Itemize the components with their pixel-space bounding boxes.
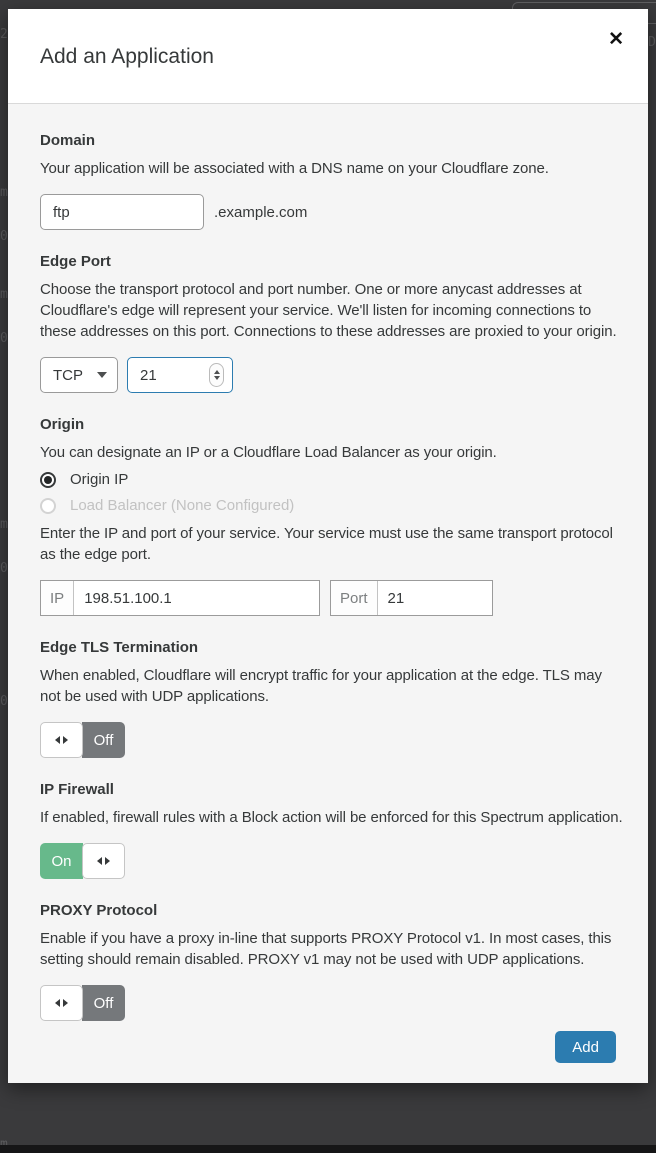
toggle-arrows-icon — [55, 999, 68, 1007]
toggle-knob — [40, 722, 83, 758]
radio-load-balancer-label: Load Balancer (None Configured) — [70, 497, 295, 514]
edge-tls-section — [40, 639, 624, 758]
toggle-state-label: Off — [82, 985, 125, 1021]
zone-suffix-label: .example.com — [214, 203, 308, 221]
background-text-fragment: 2 — [0, 27, 8, 42]
ip-firewall-section — [40, 781, 624, 879]
protocol-select[interactable] — [40, 357, 118, 393]
edge-port-section — [40, 253, 624, 393]
origin-label: Origin — [40, 416, 85, 433]
edge-tls-label: Edge TLS Termination — [40, 639, 199, 656]
toggle-knob — [82, 843, 125, 879]
ip-firewall-label: IP Firewall — [40, 781, 114, 798]
background-text-fragment: m — [0, 287, 8, 302]
edge-port-description: Choose the transport protocol and port number. One or more anycast addresses at Cloudflare's edge will represent your service. We'll listen for incoming connections to these addresses on this port. Connections to these addresses are proxied to your origin. — [40, 281, 617, 340]
background-bottom-strip — [0, 1145, 656, 1153]
background-text-fragment: 0 — [0, 331, 8, 346]
modal-footer — [40, 1031, 624, 1063]
origin-section — [40, 416, 624, 616]
ip-firewall-description: If enabled, firewall rules with a Block action will be enforced for this Spectrum application. — [40, 809, 623, 826]
background-text-fragment: m — [0, 185, 8, 200]
origin-port-input[interactable] — [378, 581, 492, 615]
radio-origin-ip-label: Origin IP — [70, 471, 129, 488]
number-stepper-icon[interactable] — [209, 363, 224, 387]
chevron-down-icon — [97, 372, 107, 378]
add-button[interactable]: Add — [555, 1031, 616, 1063]
background-text-fragment: 0 — [0, 561, 8, 576]
page-title: Add an Application — [40, 45, 214, 68]
subdomain-input[interactable] — [40, 194, 204, 230]
toggle-state-label: Off — [82, 722, 125, 758]
edge-port-input[interactable] — [127, 357, 233, 393]
edge-port-label: Edge Port — [40, 253, 111, 270]
modal-header — [8, 9, 648, 104]
radio-disabled-icon — [40, 498, 56, 514]
origin-ip-field — [40, 580, 320, 616]
toggle-knob — [40, 985, 83, 1021]
proxy-protocol-toggle[interactable] — [40, 985, 125, 1021]
radio-load-balancer — [40, 497, 624, 514]
background-text-fragment: m — [0, 517, 8, 532]
proxy-protocol-label: PROXY Protocol — [40, 902, 158, 919]
edge-tls-description: When enabled, Cloudflare will encrypt traffic for your application at the edge. TLS may not be used with UDP applications. — [40, 667, 602, 705]
domain-label: Domain — [40, 132, 96, 149]
edge-port-value: 21 — [140, 366, 157, 384]
ip-prefix-label: IP — [41, 581, 74, 615]
background-text-fragment: 0 — [0, 694, 8, 709]
radio-origin-ip[interactable] — [40, 471, 624, 488]
proxy-protocol-description: Enable if you have a proxy in-line that supports PROXY Protocol v1. In most cases, this setting should remain disabled. PROXY v1 may not be used with UDP applications. — [40, 930, 612, 968]
origin-description: You can designate an IP or a Cloudflare Load Balancer as your origin. — [40, 444, 497, 461]
proxy-protocol-section — [40, 902, 624, 1021]
edge-tls-toggle[interactable] — [40, 722, 125, 758]
domain-description: Your application will be associated with a DNS name on your Cloudflare zone. — [40, 160, 549, 177]
origin-ip-input[interactable] — [74, 581, 319, 615]
origin-ip-description: Enter the IP and port of your service. Your service must use the same transport protocol as the edge port. — [40, 525, 613, 563]
protocol-select-value: TCP — [53, 366, 83, 384]
port-prefix-label: Port — [331, 581, 378, 615]
domain-section — [40, 132, 624, 230]
toggle-state-label: On — [40, 843, 83, 879]
radio-selected-icon[interactable] — [40, 472, 56, 488]
add-application-modal — [8, 9, 648, 1083]
ip-firewall-toggle[interactable] — [40, 843, 125, 879]
modal-body — [8, 104, 648, 1083]
background-text-fragment: 0 — [0, 229, 8, 244]
origin-port-field — [330, 580, 493, 616]
origin-radio-group — [40, 471, 624, 514]
toggle-arrows-icon — [97, 857, 110, 865]
close-icon[interactable]: ✕ — [608, 29, 624, 50]
background-text-fragment: D — [648, 35, 656, 50]
toggle-arrows-icon — [55, 736, 68, 744]
